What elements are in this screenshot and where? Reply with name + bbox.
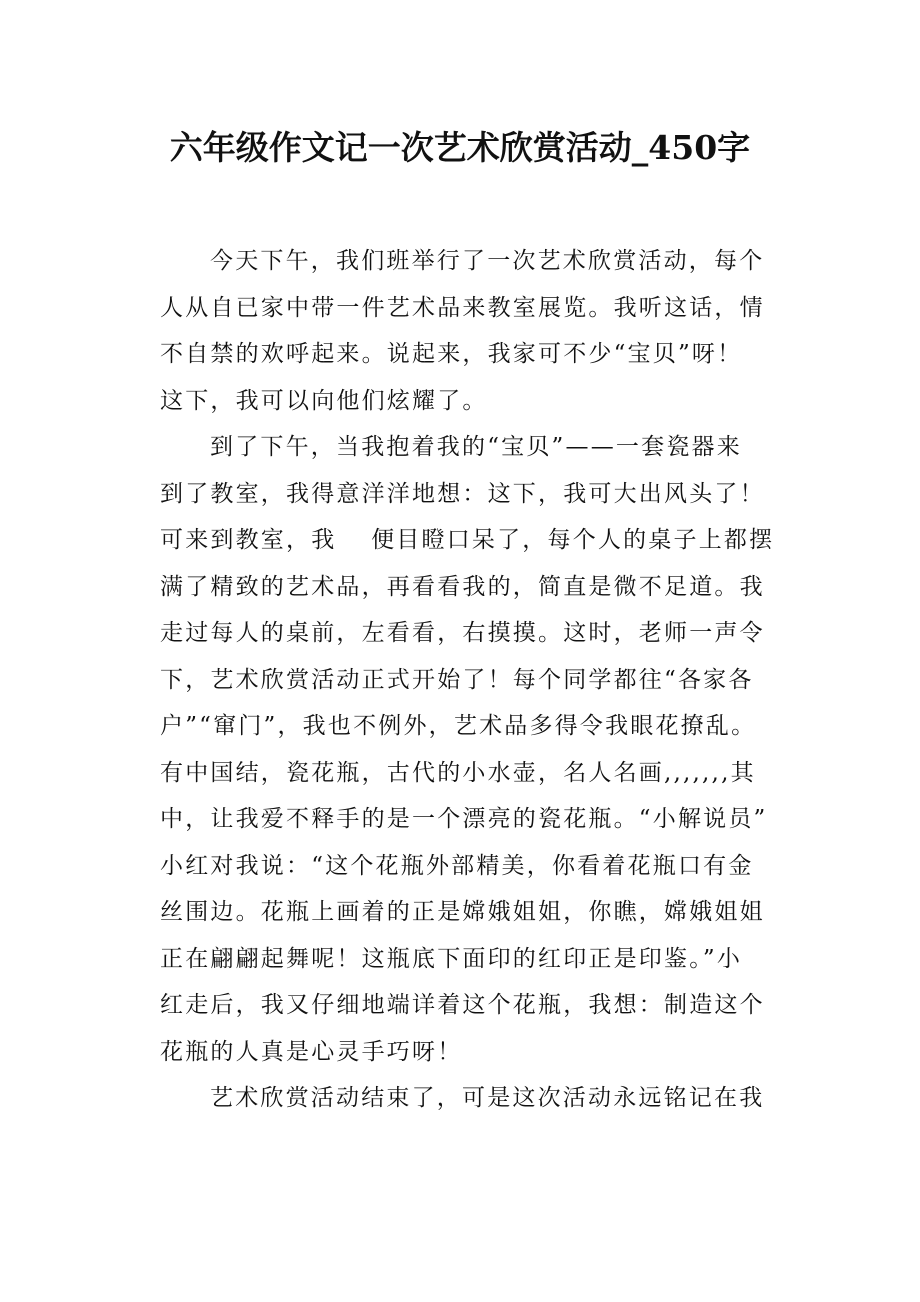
document-body <box>160 238 775 1122</box>
body-line: 中，让我爱不释手的是一个漂亮的瓷花瓶。“小解说员” <box>160 806 768 832</box>
body-line: 走过每人的桌前，左看看，右摸摸。这时，老师一声令 <box>160 620 765 646</box>
body-line: 红走后，我又仔细地端详着这个花瓶，我想：制造这个 <box>160 992 765 1018</box>
body-line: 小红对我说：“这个花瓶外部精美，你看着花瓶口有金 <box>160 852 754 879</box>
body-line: 可来到教室，我 便目瞪口呆了，每个人的桌子上都摆 <box>160 527 775 553</box>
document-title: 六年级作文记一次艺术欣赏活动_450字 <box>169 128 751 167</box>
body-line: 人从自已家中带一件艺术品来教室展览。我听这话，情 <box>160 294 765 321</box>
body-line: 满了精致的艺术品，再看看我的，简直是微不足道。我 <box>160 573 765 600</box>
body-line: 艺术欣赏活动结束了，可是这次活动永远铭记在我 <box>210 1085 765 1111</box>
body-line: 这下，我可以向他们炫耀了。 <box>160 387 488 414</box>
body-line: 到了教室，我得意洋洋地想：这下，我可大出风头了！ <box>160 480 765 507</box>
body-line: 正在翩翩起舞呢！这瓶底下面印的红印正是印鉴。”小 <box>160 945 743 972</box>
body-line: 有中国结，瓷花瓶，古代的小水壶，名人名画,,,,,,,其 <box>160 759 756 786</box>
body-line: 到了下午，当我抱着我的“宝贝”——一套瓷器来 <box>210 434 742 460</box>
body-line: 户”“窜门”，我也不例外，艺术品多得令我眼花撩乱。 <box>160 713 757 739</box>
body-line: 今天下午，我们班举行了一次艺术欣赏活动，每个 <box>210 248 765 274</box>
body-line: 花瓶的人真是心灵手巧呀！ <box>160 1038 463 1065</box>
body-line: 下，艺术欣赏活动正式开始了！每个同学都往“各家各 <box>160 666 754 693</box>
body-line: 不自禁的欢呼起来。说起来，我家可不少“宝贝”呀！ <box>160 341 743 367</box>
body-line: 丝围边。花瓶上画着的正是嫦娥姐姐，你瞧，嫦娥姐姐 <box>160 899 765 925</box>
